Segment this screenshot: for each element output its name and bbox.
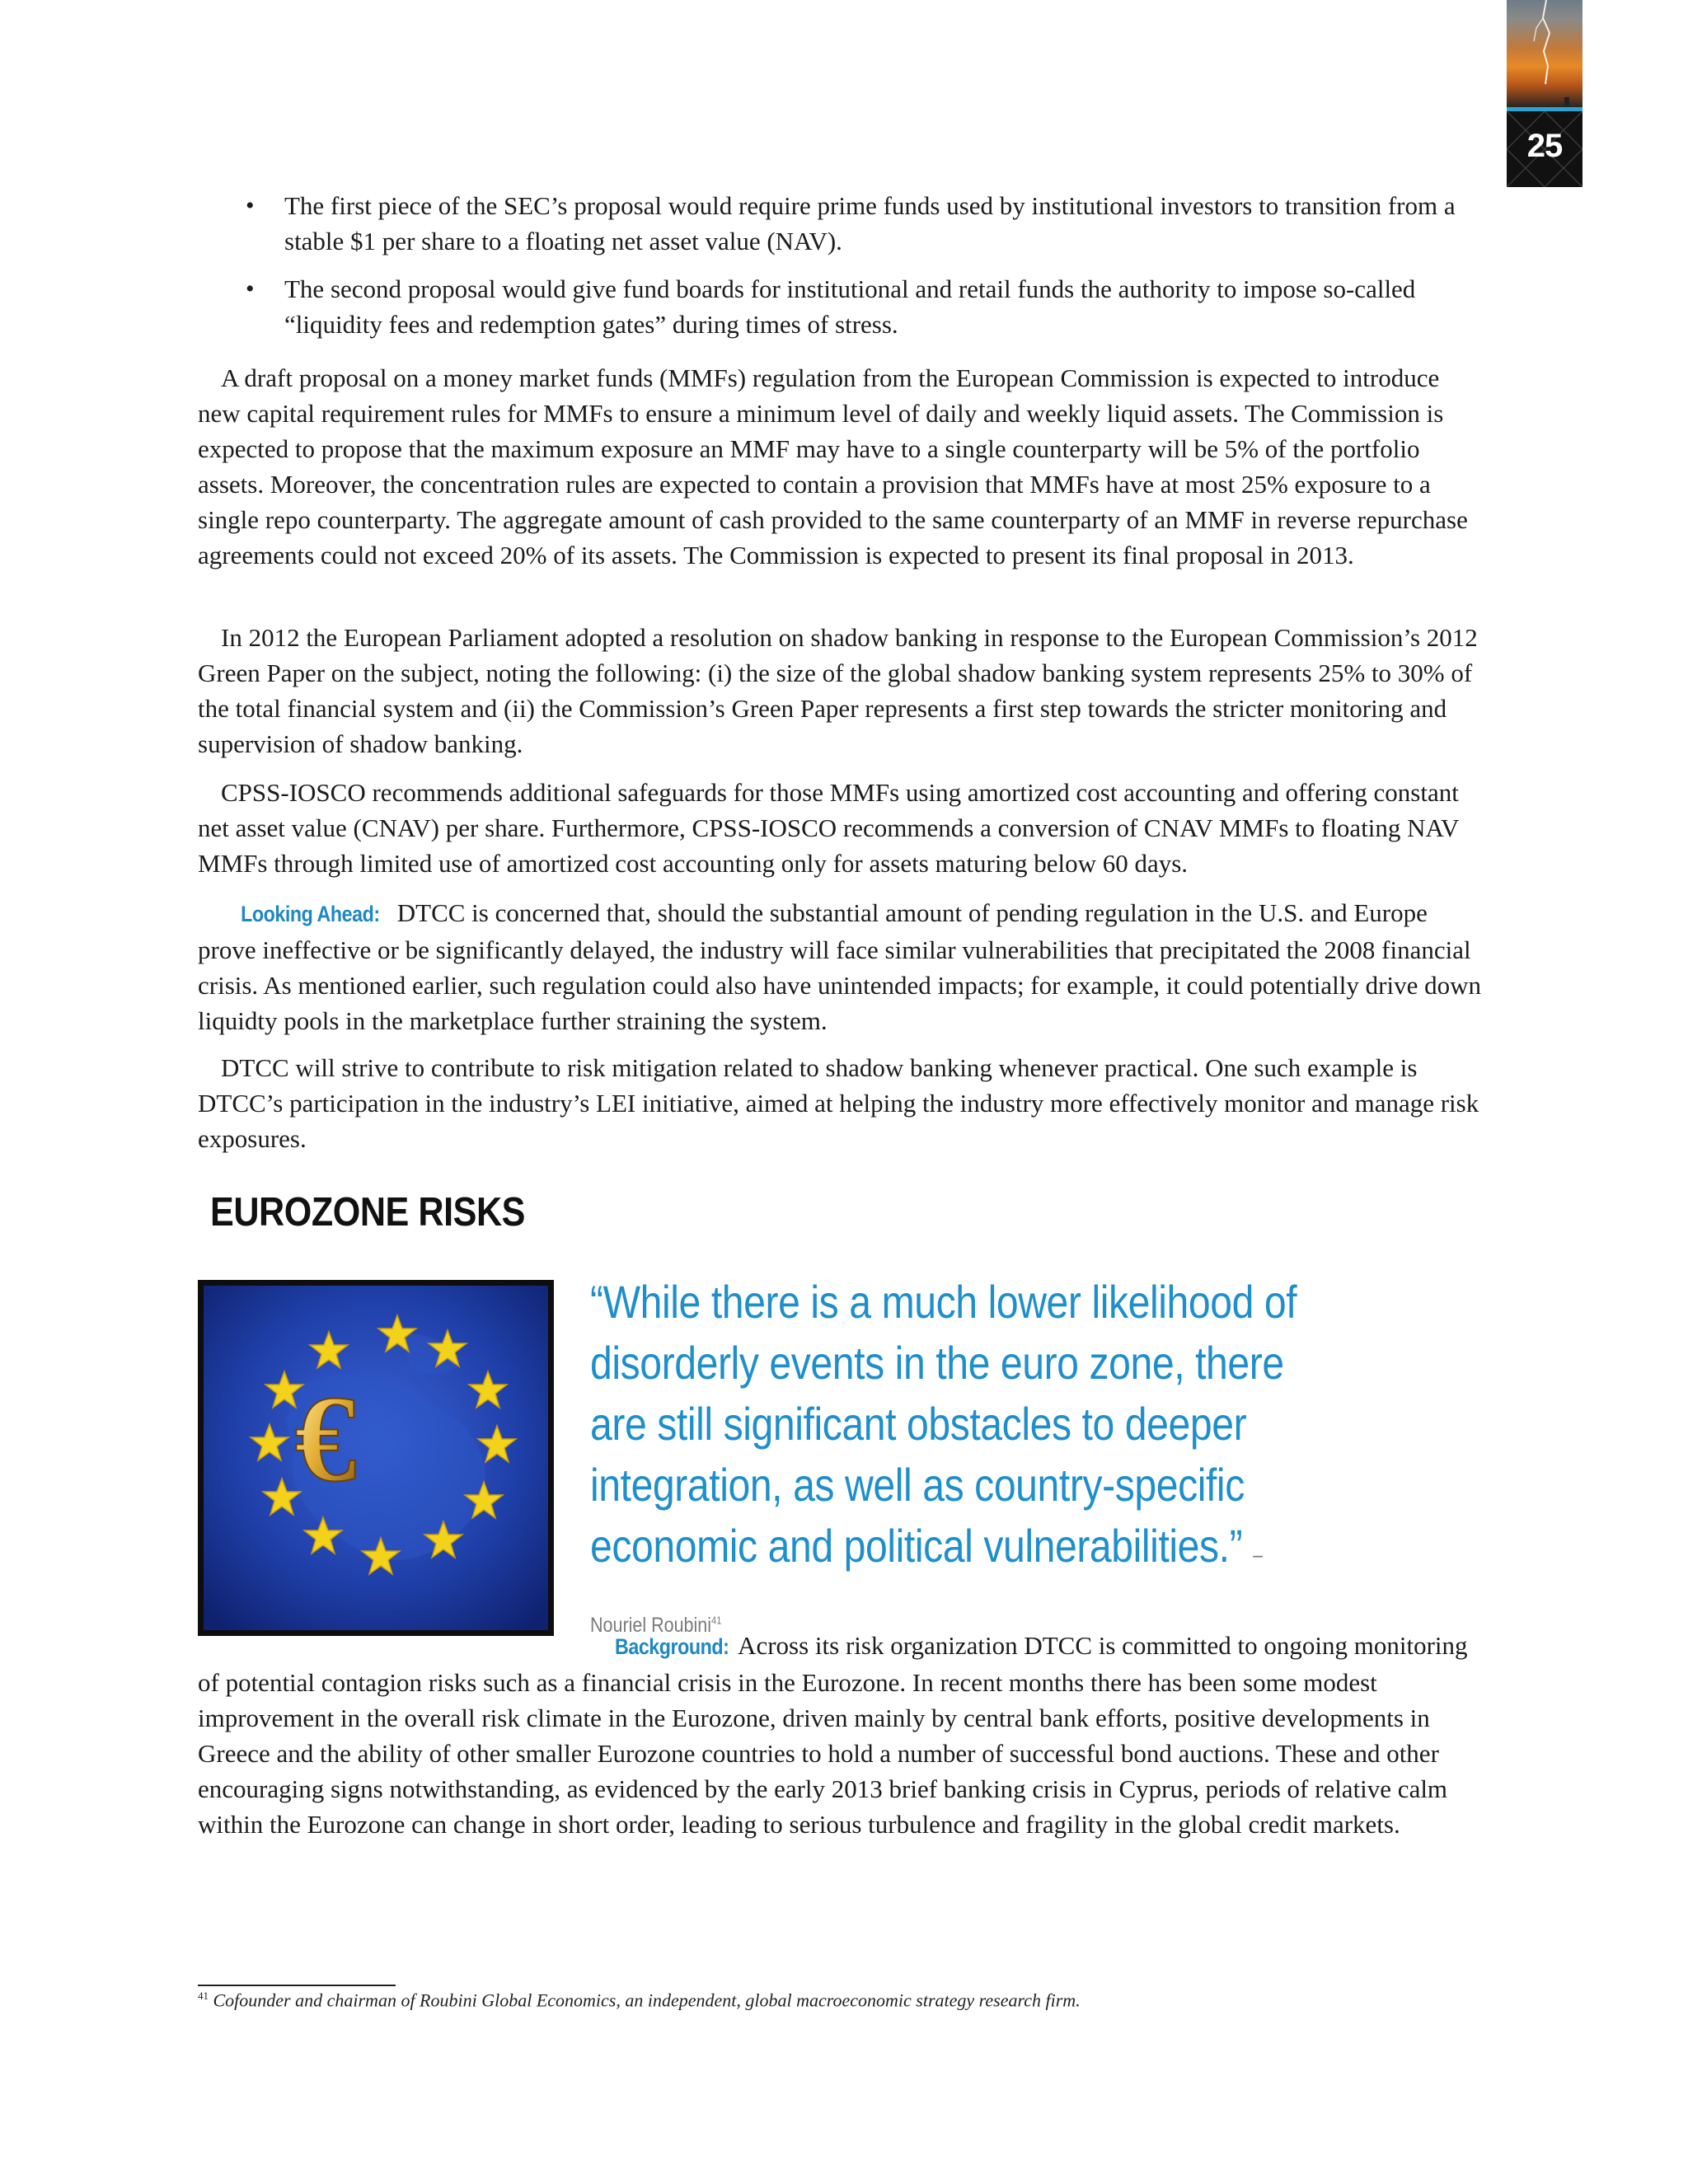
euro-image (198, 1280, 554, 1636)
euro-stars-icon (204, 1286, 548, 1630)
background-label: Background: (615, 1634, 729, 1659)
paragraph-cpss-iosco: CPSS-IOSCO recommends additional safeguards for those MMFs using amortized cost accounting and offering constant net asset value (CNAV) per share. Furthermore, CPSS-IOSCO recommends a conversion of CNAV MMFs to floating NAV MMFs through limited use of amortized cost accounting only for assets maturing below 60 days. (198, 778, 1459, 878)
paragraph-background: Background: Across its risk organization DTCC is committed to ongoing monitoring of potential contagion risks such as a financial crisis in the Eurozone. In recent months there has been some modest improvement in the overall risk climate in the Eurozone, driven mainly by central bank efforts, positive developments in Greece and the ability of other smaller Eurozone countries to hold a number of successful bond auctions. These and other encouraging signs notwithstanding, as evidenced by the early 2013 brief banking crisis in Cyprus, periods of relative calm within the Eurozone can change in short order, leading to serious turbulence and fragility in the global credit markets. (198, 1631, 1468, 1839)
page-number: 25 (1526, 128, 1563, 164)
page-number-box (1507, 111, 1582, 187)
section-heading: EUROZONE RISKS (210, 1190, 525, 1235)
looking-ahead-label: Looking Ahead: (241, 902, 380, 926)
page-tab (1507, 0, 1582, 187)
footnote-divider (198, 1985, 396, 1986)
list-item: • The first piece of the SEC’s proposal would require prime funds used by institutional investors to transition from a stable $1 per share to a floating net asset value (NAV). (198, 188, 1484, 259)
bullet-icon: • (246, 192, 255, 219)
euro-symbol: € (294, 1371, 357, 1507)
paragraph-dtcc-lei: DTCC will strive to contribute to risk mitigation related to shadow banking whenever practical. One such example is DTCC’s participation in the industry’s LEI initiative, aimed at helping the industry more effectively monitor and manage risk exposures. (198, 1053, 1479, 1153)
paragraph-mmf-regulation: A draft proposal on a money market funds (MMFs) regulation from the European Commission is expected to introduce new capital requirement rules for MMFs to ensure a minimum level of daily and weekly liquid assets. The Commission is expected to propose that the maximum exposure an MMF may have to a single counterparty will be 5% of the portfolio assets. Moreover, the concentration rules are expected to contain a provision that MMFs have at most 25% exposure to a single repo counterparty. The aggregate amount of cash provided to the same counterparty of an MMF in reverse repurchase agreements could not exceed 20% of its assets. The Commission is expected to present its final proposal in 2013. (198, 363, 1468, 569)
page-margin (1582, 0, 1688, 2184)
bullet-icon: • (246, 275, 255, 302)
paragraph-european-parliament: In 2012 the European Parliament adopted a resolution on shadow banking in response to the European Commission’s 2012 Green Paper on the subject, noting the following: (i) the size of the global shadow banking system represents 25% to 30% of the total financial system and (ii) the Commission’s Green Paper represents a first step towards the stricter monitoring and supervision of shadow banking. (198, 623, 1478, 758)
lightning-icon (1507, 0, 1582, 107)
list-item: • The second proposal would give fund boards for institutional and retail funds the authority to impose so-called “liquidity fees and redemption gates” during times of stress. (198, 271, 1484, 342)
quote-attribution: –Nouriel Roubini$^{41}$ (590, 1544, 1264, 1637)
footnote: $^{41}$ Cofounder and chairman of Roubini Global Economics, an independent, global macroeconomic strategy research firm. (198, 1990, 1081, 2011)
paragraph-looking-ahead: Looking Ahead: DTCC is concerned that, should the substantial amount of pending regulation in the U.S. and Europe prove ineffective or be significantly delayed, the industry will face similar vulnerabilities that precipitated the 2008 financial crisis. As mentioned earlier, such regulation could also have unintended impacts; for example, it could potentially drive down liquidty pools in the marketplace further straining the system. (198, 898, 1481, 1035)
pull-quote: “While there is a much lower likelihood of disorderly events in the euro zone, there are still significant obstacles to deeper integration, as well as country-specific economic and political vulnerabilities.” –Nouriel Roubini$^{41}$ (590, 1276, 1297, 1637)
bullet-list (198, 188, 1484, 354)
